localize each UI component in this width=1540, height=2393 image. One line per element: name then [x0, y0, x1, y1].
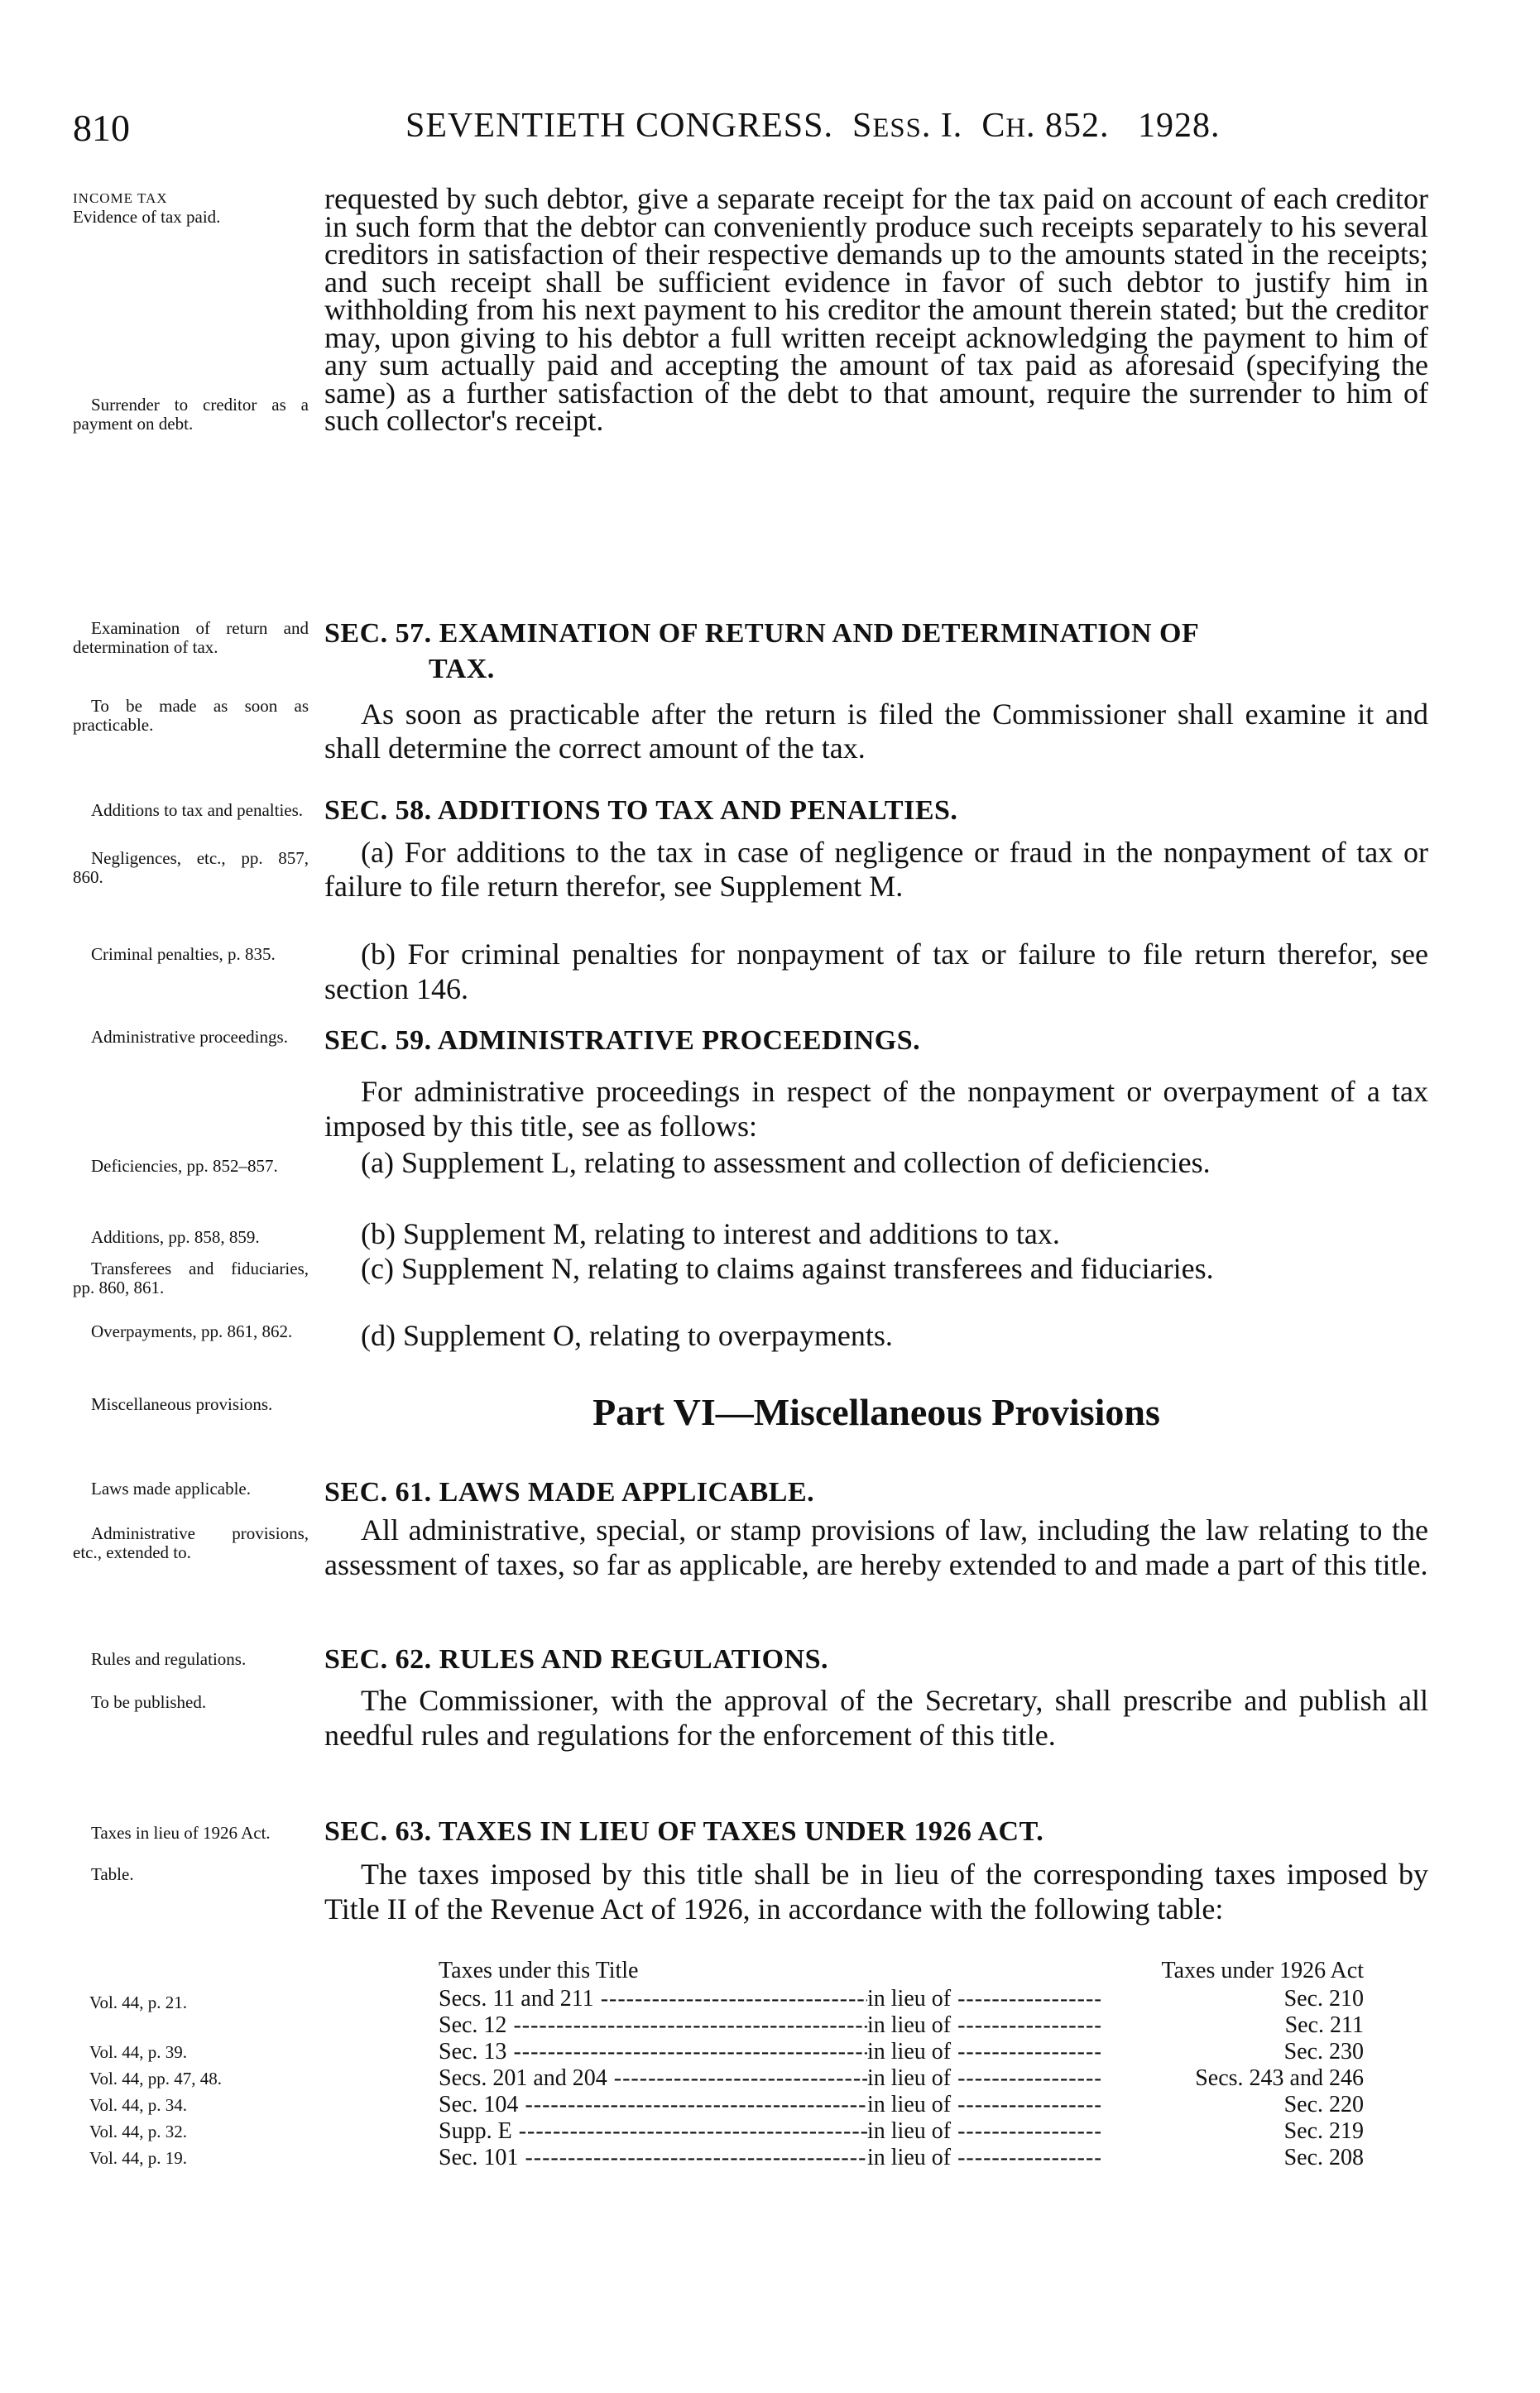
table-row: [439, 2118, 1364, 2145]
sec-59-intro: For administrative proceedings in respect of the nonpayment or overpayment of a tax imposed by this title, see as follows:: [324, 1075, 1428, 1143]
table-header: [439, 1958, 1364, 1984]
margin-note-published: To be published.: [91, 1692, 207, 1712]
sec-59-a: (a) Supplement L, relating to assessment and collection of deficiencies.: [361, 1146, 1211, 1179]
cell-1926-act: Sec. 210: [1276, 1986, 1364, 2012]
table-ref-row-5: Vol. 44, p. 32.: [89, 2122, 188, 2141]
table-row: [439, 2145, 1364, 2171]
cell-1926-act: Sec. 219: [1276, 2118, 1364, 2145]
cell-this-title: Supp. E -----: [439, 2118, 867, 2145]
cell-connector: in lieu of -----: [867, 2012, 1101, 2039]
margin-note-admin-provisions: Administrative provisions, etc., extended to.: [73, 1523, 309, 1562]
sec-59-c: (c) Supplement N, relating to claims against transferees and fiduciaries.: [361, 1252, 1214, 1285]
margin-note-administrative: Administrative proceedings.: [91, 1027, 288, 1047]
margin-note-laws-applicable: Laws made applicable.: [91, 1479, 251, 1499]
margin-note-rules: Rules and regulations.: [91, 1649, 247, 1669]
year-label: 1928.: [1137, 107, 1221, 145]
margin-note-taxes-in-lieu: Taxes in lieu of 1926 Act.: [91, 1823, 271, 1843]
cell-connector: in lieu of -----: [867, 2145, 1101, 2171]
margin-note-transferees: Transferees and fiduciaries, pp. 860, 861.: [73, 1259, 309, 1297]
table-row: [439, 2092, 1364, 2118]
cell-this-title: Secs. 201 and 204 -----: [439, 2065, 867, 2092]
cell-this-title: Sec. 101 -----: [439, 2145, 867, 2171]
margin-note-negligences: Negligences, etc., pp. 857, 860.: [73, 848, 309, 887]
table-row: [439, 2065, 1364, 2092]
cell-this-title: Sec. 12 -----: [439, 2012, 867, 2039]
cell-connector: in lieu of -----: [867, 2039, 1101, 2065]
cell-1926-act: Sec. 220: [1276, 2092, 1364, 2118]
margin-note-examination: Examination of return and determination of tax.: [73, 618, 309, 657]
margin-note-criminal: Criminal penalties, p. 835.: [91, 944, 276, 964]
table-ref-row-3: Vol. 44, pp. 47, 48.: [89, 2069, 223, 2088]
page-number: 810: [73, 107, 130, 149]
cell-this-title: Secs. 11 and 211 -----: [439, 1986, 867, 2012]
table-ref-row-2: Vol. 44, p. 39.: [89, 2042, 188, 2062]
margin-running-topic: INCOME TAX: [73, 190, 168, 206]
margin-note-table: Table.: [91, 1864, 134, 1884]
table-row: [439, 2012, 1364, 2039]
cell-connector: in lieu of -----: [867, 2065, 1101, 2092]
sec-59-d: (d) Supplement O, relating to overpayments.: [361, 1319, 893, 1352]
sec-59-heading: SEC. 59. ADMINISTRATIVE PROCEEDINGS.: [324, 1025, 921, 1056]
table-row: [439, 2039, 1364, 2065]
cell-1926-act: Sec. 208: [1276, 2145, 1364, 2171]
margin-note-surrender: Surrender to creditor as a payment on debt.: [73, 395, 309, 434]
part-heading: Part VI—Miscellaneous Provisions: [592, 1391, 1160, 1433]
sec-57-heading: [324, 616, 1428, 687]
sec-63-heading: SEC. 63. TAXES IN LIEU OF TAXES UNDER 1926 ACT.: [324, 1816, 1044, 1847]
sec-58-a: (a) For additions to the tax in case of negligence or fraud in the nonpayment of tax or failure to file return therefor, see Supplement M.: [324, 836, 1428, 903]
session-label: SESS. I.: [852, 107, 963, 145]
cell-1926-act: Sec. 211: [1277, 2012, 1364, 2039]
sec-59-b: (b) Supplement M, relating to interest and additions to tax.: [361, 1217, 1060, 1250]
cell-connector: in lieu of -----: [867, 2092, 1101, 2118]
cell-connector: in lieu of -----: [867, 2118, 1101, 2145]
table-ref-row-6: Vol. 44, p. 19.: [89, 2148, 188, 2168]
margin-note-evidence: [73, 189, 309, 227]
congress-title: SEVENTIETH CONGRESS.: [405, 107, 834, 145]
table-row: [439, 1986, 1364, 2012]
sec-61-text: All administrative, special, or stamp provisions of law, including the law relating to the assessment of taxes, so far as applicable, are hereby extended to and made a part of this title.: [324, 1513, 1428, 1581]
sec-62-text: The Commissioner, with the approval of the Secretary, shall prescribe and publish all needful rules and regulations for the enforcement of this title.: [324, 1684, 1428, 1752]
cell-this-title: Sec. 13 -----: [439, 2039, 867, 2065]
cell-1926-act: Sec. 230: [1276, 2039, 1364, 2065]
sec-57-heading-line1: SEC. 57. EXAMINATION OF RETURN AND DETERMINATION OF: [324, 618, 1200, 649]
continuation-paragraph: requested by such debtor, give a separate receipt for the tax paid on account of each creditor in such form that the debtor can conveniently produce such receipts separately to his several creditors in satisfaction of their respective demands up to the amounts stated in the receipts; and such receipt shall be sufficient evidence in favor of such debtor to justify him in withholding from his next payment to his creditor the amount therein stated; but the creditor may, upon giving to his debtor a full written receipt acknowledging the payment to him of any sum actually paid and accepting the amount of tax paid as aforesaid (specifying the same) as a further satisfaction of the debt to that amount, require the surrender to him of such collector's receipt.: [324, 182, 1428, 437]
sec-62-heading: SEC. 62. RULES AND REGULATIONS.: [324, 1644, 829, 1675]
margin-note-additions: Additions to tax and penalties.: [91, 800, 304, 820]
table-header-this-title: Taxes under this Title: [439, 1958, 639, 1983]
running-head: [405, 106, 1220, 146]
sec-57-text: As soon as practicable after the return is filed the Commissioner shall examine it and shall determine the correct amount of the tax.: [324, 698, 1428, 765]
cell-1926-act: Secs. 243 and 246: [1187, 2065, 1364, 2092]
margin-note-overpayments: Overpayments, pp. 861, 862.: [91, 1321, 293, 1341]
table-ref-row-1: Vol. 44, p. 21.: [89, 1993, 188, 2012]
sec-57-heading-line2: TAX.: [429, 654, 495, 684]
sec-63-text: The taxes imposed by this title shall be in lieu of the corresponding taxes imposed by Title II of the Revenue Act of 1926, in accordance with the following table:: [324, 1858, 1428, 1925]
margin-note-deficiencies: Deficiencies, pp. 852–857.: [91, 1156, 278, 1176]
cell-connector: in lieu of -----: [867, 1986, 1101, 2012]
table-header-1926-act: Taxes under 1926 Act: [1161, 1958, 1364, 1983]
margin-note-text: Evidence of tax paid.: [73, 207, 221, 227]
sec-58-heading: SEC. 58. ADDITIONS TO TAX AND PENALTIES.: [324, 795, 958, 826]
margin-note-miscellaneous: Miscellaneous provisions.: [91, 1394, 273, 1414]
chapter-label: CH. 852.: [981, 107, 1110, 145]
margin-note-soon: To be made as soon as practicable.: [73, 696, 309, 735]
table-ref-row-4: Vol. 44, p. 34.: [89, 2095, 188, 2115]
cell-this-title: Sec. 104 -----: [439, 2092, 867, 2118]
margin-note-additions-pp: Additions, pp. 858, 859.: [91, 1227, 260, 1247]
sec-61-heading: SEC. 61. LAWS MADE APPLICABLE.: [324, 1477, 815, 1508]
sec-58-b: (b) For criminal penalties for nonpayment of tax or failure to file return therefor, see section 146.: [324, 938, 1428, 1005]
